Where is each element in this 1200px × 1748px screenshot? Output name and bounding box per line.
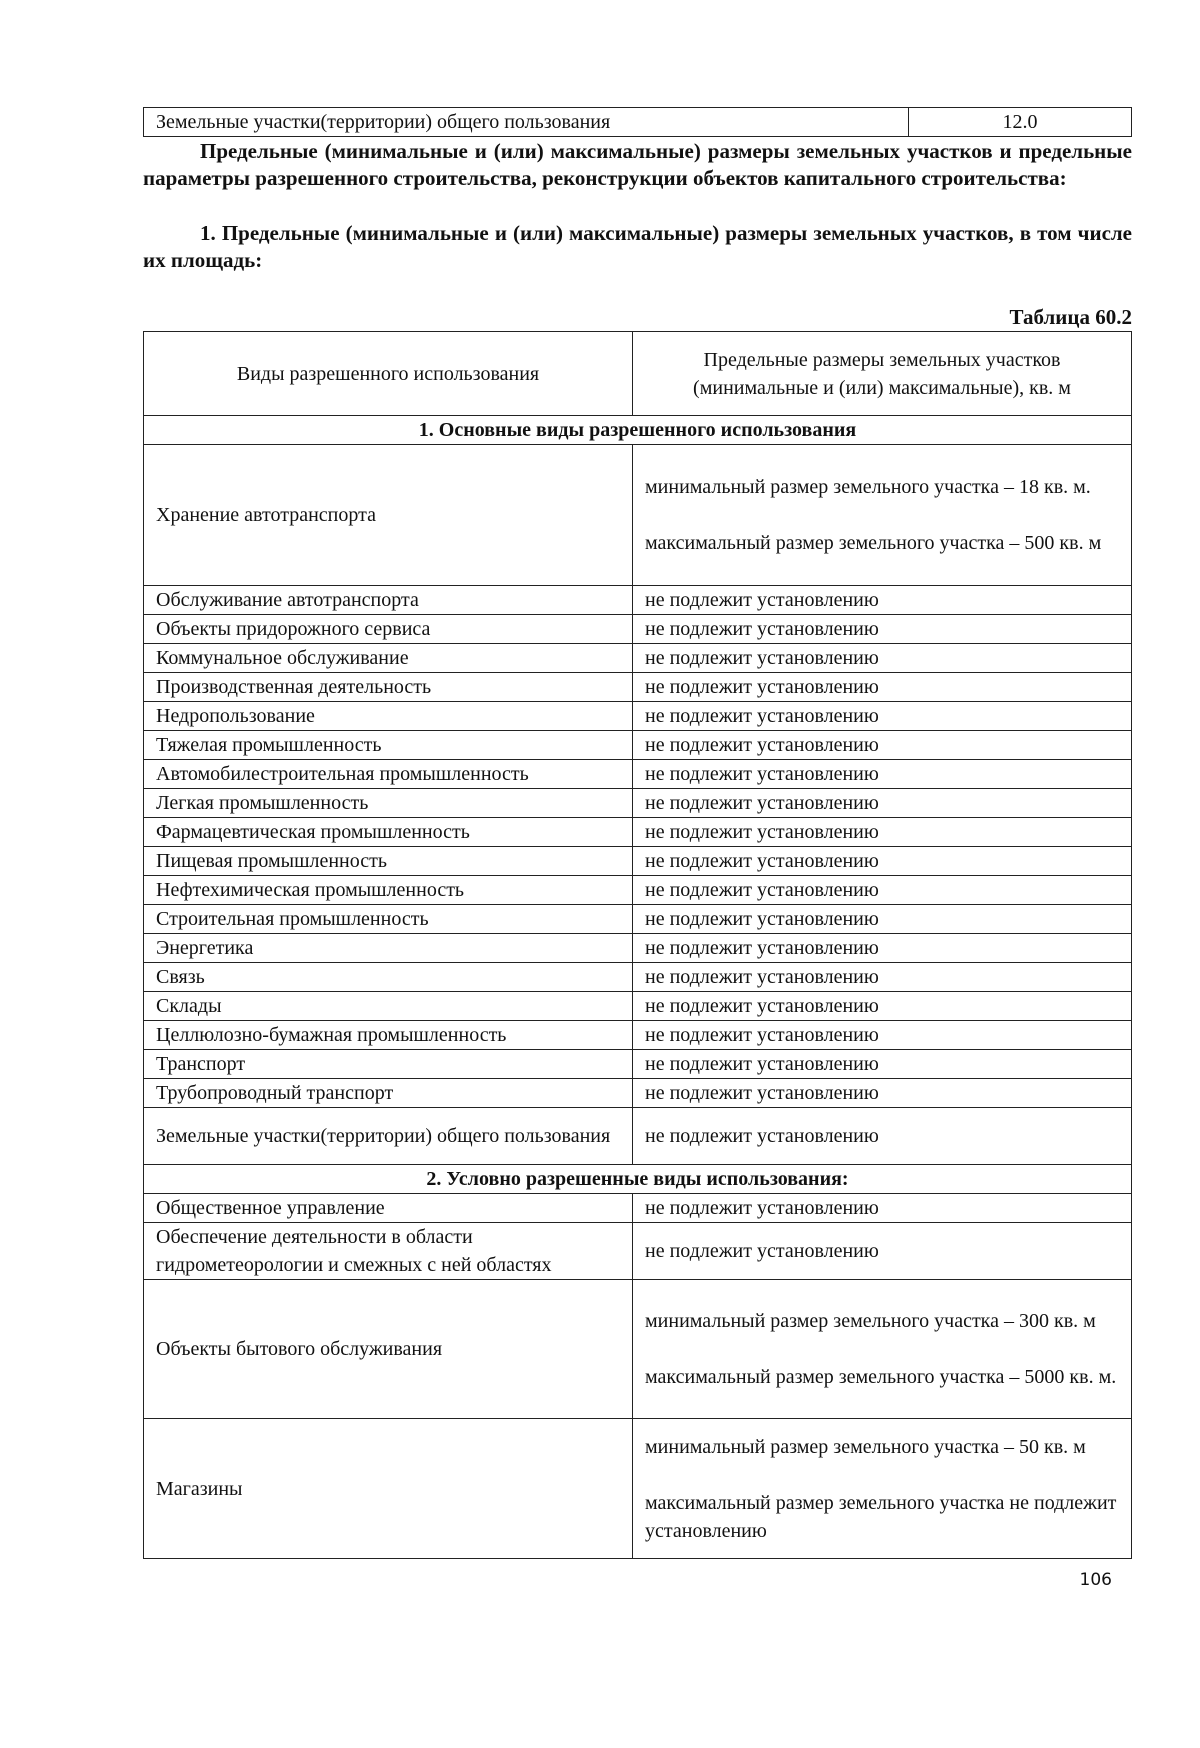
cell-value (633, 1280, 1132, 1419)
cell-value: не подлежит установлению (633, 847, 1132, 876)
table-row (144, 1194, 1132, 1223)
table-header (144, 332, 1132, 416)
cell-name: Обеспечение деятельности в области гидрометеорологии и смежных с ней областях (144, 1223, 633, 1280)
cell-name: Фармацевтическая промышленность (144, 818, 633, 847)
table-row (144, 1079, 1132, 1108)
previous-table-end (143, 107, 1132, 137)
table-row (144, 1021, 1132, 1050)
min-size: минимальный размер земельного участка – 18 кв. м. (645, 476, 1091, 498)
cell-value: не подлежит установлению (633, 1021, 1132, 1050)
cell-name: Тяжелая промышленность (144, 731, 633, 760)
cell-value (633, 1419, 1132, 1559)
cell-value: не подлежит установлению (633, 1223, 1132, 1280)
table-row (144, 702, 1132, 731)
cell-name: Транспорт (144, 1050, 633, 1079)
header-col2: Предельные размеры земельных участков (минимальные и (или) максимальные), кв. м (633, 332, 1132, 416)
cell-name: Энергетика (144, 934, 633, 963)
cell-name: Нефтехимическая промышленность (144, 876, 633, 905)
cell-value: не подлежит установлению (633, 934, 1132, 963)
cell-value: не подлежит установлению (633, 731, 1132, 760)
cell-value: не подлежит установлению (633, 1050, 1132, 1079)
section-row (144, 416, 1132, 445)
table-row (144, 760, 1132, 789)
table-row (144, 1280, 1132, 1419)
limits-table (143, 331, 1132, 1559)
cell-name: Пищевая промышленность (144, 847, 633, 876)
cell-name: Целлюлозно-бумажная промышленность (144, 1021, 633, 1050)
cell-value: не подлежит установлению (633, 1079, 1132, 1108)
cell-value (633, 445, 1132, 586)
cell-value: не подлежит установлению (633, 992, 1132, 1021)
table-row (144, 934, 1132, 963)
table-row (144, 586, 1132, 615)
cell-value: не подлежит установлению (633, 818, 1132, 847)
cell-name: Коммунальное обслуживание (144, 644, 633, 673)
table-row (144, 1108, 1132, 1165)
cell-value: не подлежит установлению (633, 673, 1132, 702)
subsection-heading: 1. Предельные (минимальные и (или) максимальные) размеры земельных участков, в том числе их площадь: (143, 221, 1132, 272)
cell-name: Недропользование (144, 702, 633, 731)
cell-name: Хранение автотранспорта (144, 445, 633, 586)
table-row (144, 818, 1132, 847)
cell-value: 12.0 (909, 108, 1132, 137)
cell-value: не подлежит установлению (633, 789, 1132, 818)
cell-name: Объекты придорожного сервиса (144, 615, 633, 644)
table-caption: Таблица 60.2 (1009, 305, 1132, 329)
cell-value: не подлежит установлению (633, 1108, 1132, 1165)
table-row (144, 876, 1132, 905)
cell-name: Магазины (144, 1419, 633, 1559)
cell-name: Легкая промышленность (144, 789, 633, 818)
table-row (144, 1050, 1132, 1079)
cell-name: Склады (144, 992, 633, 1021)
section-row (144, 1165, 1132, 1194)
table-row (144, 992, 1132, 1021)
cell-value: не подлежит установлению (633, 586, 1132, 615)
table-row (144, 445, 1132, 586)
cell-value: не подлежит установлению (633, 963, 1132, 992)
max-size: максимальный размер земельного участка – 5000 кв. м. (645, 1366, 1117, 1388)
cell-name: Автомобилестроительная промышленность (144, 760, 633, 789)
cell-name: Земельные участки(территории) общего пользования (144, 108, 909, 137)
table-row (144, 847, 1132, 876)
cell-value: не подлежит установлению (633, 644, 1132, 673)
page-number: 106 (1079, 1570, 1112, 1590)
cell-value: не подлежит установлению (633, 615, 1132, 644)
table-row (144, 108, 1132, 137)
cell-value: не подлежит установлению (633, 702, 1132, 731)
cell-name: Связь (144, 963, 633, 992)
cell-name: Производственная деятельность (144, 673, 633, 702)
table-row (144, 644, 1132, 673)
table-row (144, 789, 1132, 818)
cell-name: Общественное управление (144, 1194, 633, 1223)
table-row (144, 905, 1132, 934)
section-heading: Предельные (минимальные и (или) максимальные) размеры земельных участков и предельные параметры разрешенного строительства, реконструкции объектов капитального строительства: (143, 139, 1132, 190)
cell-name: Земельные участки(территории) общего пользования (144, 1108, 633, 1165)
cell-value: не подлежит установлению (633, 760, 1132, 789)
min-size: минимальный размер земельного участка – 300 кв. м (645, 1310, 1096, 1332)
max-size: максимальный размер земельного участка не подлежит установлению (645, 1491, 1117, 1542)
cell-name: Объекты бытового обслуживания (144, 1280, 633, 1419)
table-row (144, 673, 1132, 702)
cell-name: Трубопроводный транспорт (144, 1079, 633, 1108)
min-size: минимальный размер земельного участка – 50 кв. м (645, 1435, 1086, 1458)
table-row (144, 615, 1132, 644)
table-row (144, 1223, 1132, 1280)
cell-name: Обслуживание автотранспорта (144, 586, 633, 615)
table-row (144, 1419, 1132, 1559)
table-row (144, 731, 1132, 760)
cell-name: Строительная промышленность (144, 905, 633, 934)
table-row (144, 963, 1132, 992)
cell-value: не подлежит установлению (633, 876, 1132, 905)
section-title: 2. Условно разрешенные виды использования: (144, 1165, 1132, 1194)
header-col1: Виды разрешенного использования (144, 332, 633, 416)
cell-value: не подлежит установлению (633, 905, 1132, 934)
max-size: максимальный размер земельного участка – 500 кв. м (645, 532, 1102, 554)
section-title: 1. Основные виды разрешенного использования (144, 416, 1132, 445)
cell-value: не подлежит установлению (633, 1194, 1132, 1223)
